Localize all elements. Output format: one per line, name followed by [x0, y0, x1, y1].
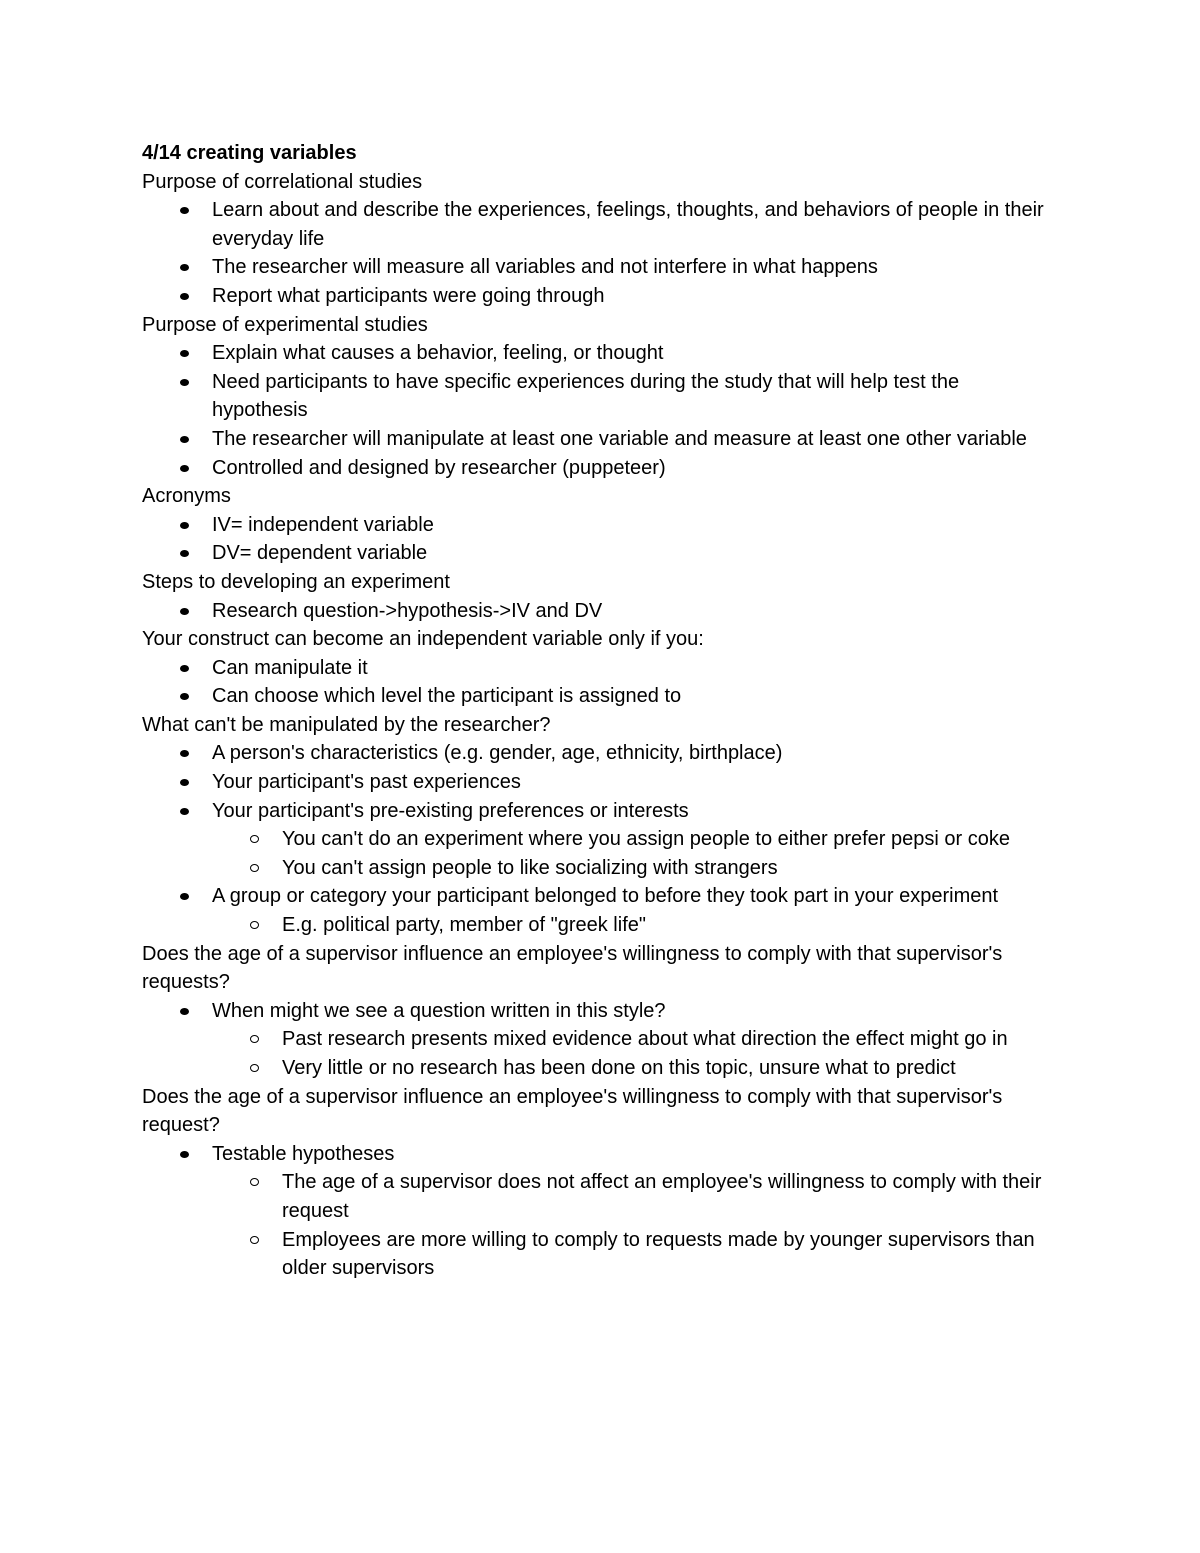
list-item-text: Testable hypotheses [212, 1142, 395, 1165]
bullet-icon [180, 779, 189, 786]
document-title: 4/14 creating variables [142, 142, 357, 164]
list-item [142, 253, 1072, 282]
list-item [142, 368, 1072, 425]
list-item-text: Controlled and designed by researcher (puppeteer) [212, 456, 666, 479]
list-item [142, 511, 1072, 540]
list-item-text: When might we see a question written in this style? [212, 999, 666, 1022]
section-heading: What can't be manipulated by the researcher? [142, 713, 551, 736]
bullet-list [142, 196, 1072, 310]
list-item-text: Report what participants were going through [212, 284, 605, 307]
list-item-text: IV= independent variable [212, 513, 434, 536]
bullet-icon [180, 893, 189, 900]
bullet-icon [180, 1151, 189, 1158]
list-item [142, 597, 1072, 626]
list-item [142, 339, 1072, 368]
bullet-icon [180, 207, 189, 214]
bullet-icon [180, 550, 189, 557]
sub-list-item-text: You can't do an experiment where you assign people to either prefer pepsi or coke [282, 828, 1010, 851]
bullet-list [142, 997, 1072, 1083]
list-item-text: Can manipulate it [212, 656, 368, 679]
list-item [142, 768, 1072, 797]
bullet-list [142, 597, 1072, 626]
bullet-list [142, 511, 1072, 568]
list-item-text: A person's characteristics (e.g. gender, age, ethnicity, birthplace) [212, 742, 783, 765]
list-item [142, 454, 1072, 483]
list-item-text: Your participant's past experiences [212, 771, 521, 794]
sub-list-item-text: E.g. political party, member of "greek life" [282, 914, 646, 937]
sub-bullet-list [142, 825, 1072, 882]
list-item [142, 882, 1072, 911]
list-item [142, 654, 1072, 683]
list-item-text: Your participant's pre-existing preferences or interests [212, 799, 689, 822]
bullet-icon [180, 264, 189, 271]
bullet-icon [180, 293, 189, 300]
sub-bullet-list [142, 1168, 1072, 1282]
sub-list-item-text: Past research presents mixed evidence about what direction the effect might go in [282, 1028, 1008, 1051]
list-item [142, 196, 1072, 253]
hollow-bullet-icon [250, 864, 259, 872]
bullet-icon [180, 350, 189, 357]
list-item-text: The researcher will measure all variables and not interfere in what happens [212, 256, 878, 279]
sub-list-item-text: You can't assign people to like socializing with strangers [282, 856, 778, 879]
bullet-list [142, 739, 1072, 939]
bullet-icon [180, 750, 189, 757]
list-item-text: Can choose which level the participant is assigned to [212, 685, 682, 708]
bullet-icon [180, 465, 189, 472]
sub-list-item [142, 1025, 1072, 1054]
bullet-icon [180, 808, 189, 815]
hollow-bullet-icon [250, 1064, 259, 1072]
list-item-text: The researcher will manipulate at least one variable and measure at least one other variable [212, 427, 1027, 450]
sub-list-item [142, 1054, 1072, 1083]
bullet-icon [180, 608, 189, 615]
hollow-bullet-icon [250, 1178, 259, 1186]
bullet-list [142, 654, 1072, 711]
document-page [142, 139, 1072, 1283]
hollow-bullet-icon [250, 1236, 259, 1244]
document-body [142, 168, 1072, 1283]
sub-list-item [142, 854, 1072, 883]
list-item [142, 282, 1072, 311]
list-item [142, 997, 1072, 1026]
list-item [142, 425, 1072, 454]
section-heading: Your construct can become an independent variable only if you: [142, 628, 704, 651]
list-item-text: A group or category your participant belonged to before they took part in your experiment [212, 885, 999, 908]
bullet-icon [180, 665, 189, 672]
section-heading: Does the age of a supervisor influence an employee's willingness to comply with that supervisor's requests? [142, 942, 1003, 994]
bullet-list [142, 1140, 1072, 1283]
sub-list-item-text: The age of a supervisor does not affect an employee's willingness to comply with their request [282, 1171, 1042, 1222]
section-heading: Steps to developing an experiment [142, 570, 450, 593]
list-item [142, 539, 1072, 568]
list-item [142, 739, 1072, 768]
sub-list-item [142, 1226, 1072, 1283]
hollow-bullet-icon [250, 921, 259, 929]
bullet-list [142, 339, 1072, 482]
list-item-text: DV= dependent variable [212, 542, 428, 565]
list-item-text: Learn about and describe the experiences, feelings, thoughts, and behaviors of people in their everyday life [212, 199, 1044, 250]
bullet-icon [180, 436, 189, 443]
sub-bullet-list [142, 1025, 1072, 1082]
bullet-icon [180, 1008, 189, 1015]
list-item-text: Explain what causes a behavior, feeling, or thought [212, 342, 664, 365]
hollow-bullet-icon [250, 835, 259, 843]
sub-list-item [142, 825, 1072, 854]
bullet-icon [180, 379, 189, 386]
bullet-icon [180, 522, 189, 529]
list-item [142, 797, 1072, 826]
bullet-icon [180, 693, 189, 700]
list-item [142, 682, 1072, 711]
section-heading: Purpose of experimental studies [142, 313, 428, 336]
section-heading: Acronyms [142, 485, 231, 508]
list-item-text: Research question->hypothesis->IV and DV [212, 599, 603, 622]
sub-list-item [142, 1168, 1072, 1225]
sub-list-item-text: Very little or no research has been done on this topic, unsure what to predict [282, 1057, 956, 1079]
list-item-text: Need participants to have specific experiences during the study that will help test the hypothesis [212, 370, 960, 422]
section-heading: Purpose of correlational studies [142, 170, 423, 193]
list-item [142, 1140, 1072, 1169]
sub-list-item [142, 911, 1072, 940]
sub-list-item-text: Employees are more willing to comply to requests made by younger supervisors than older supervisors [282, 1228, 1035, 1280]
section-heading: Does the age of a supervisor influence an employee's willingness to comply with that supervisor's request? [142, 1085, 1003, 1137]
hollow-bullet-icon [250, 1035, 259, 1043]
sub-bullet-list [142, 911, 1072, 940]
